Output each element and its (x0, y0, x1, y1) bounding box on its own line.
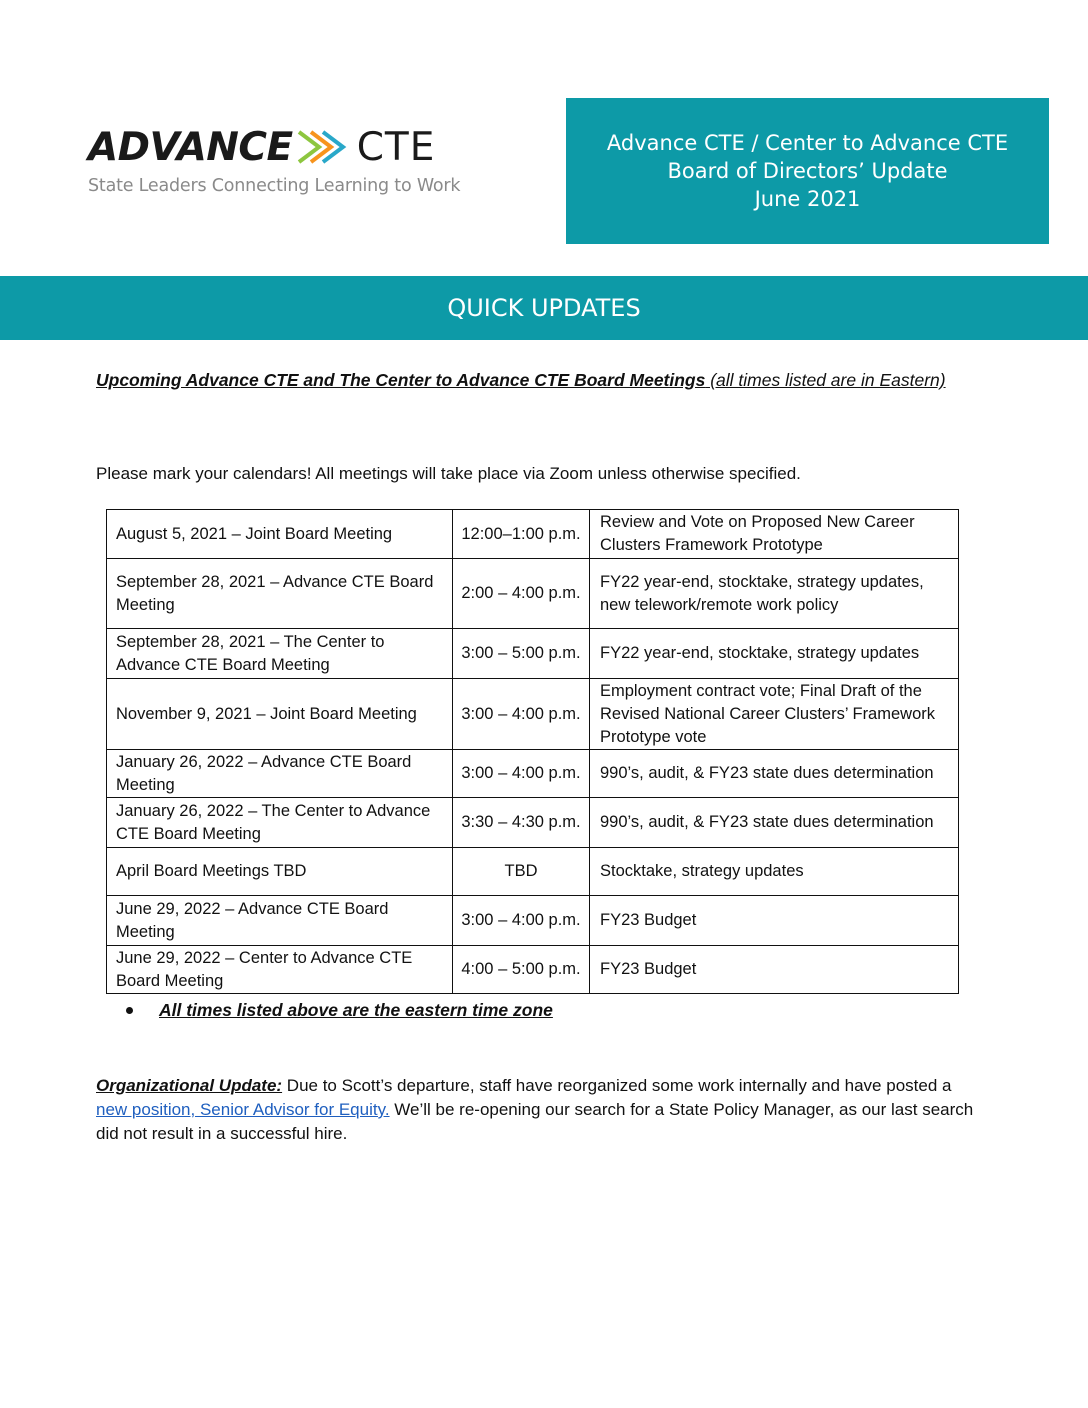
org-update-text-before: Due to Scott’s departure, staff have reorganized some work internally and have posted a (282, 1076, 952, 1095)
meeting-event-cell: September 28, 2021 – The Center to Advance CTE Board Meeting (107, 629, 453, 679)
meeting-time-cell: TBD (453, 848, 590, 896)
logo-wordmark (88, 122, 435, 172)
table-row (107, 510, 959, 559)
org-update-text-after: We’ll be re-opening our search for a State Policy Manager, as our last search did not result in a successful hire. (96, 1100, 974, 1143)
senior-advisor-position-link[interactable]: new position, Senior Advisor for Equity. (96, 1100, 390, 1119)
meeting-event-cell: September 28, 2021 – Advance CTE Board Meeting (107, 559, 453, 629)
meetings-heading-note: (all times listed are in Eastern) (705, 370, 946, 390)
document-title-box (566, 98, 1049, 244)
timezone-note (126, 1000, 553, 1021)
meetings-table (106, 509, 959, 994)
table-row (107, 559, 959, 629)
meeting-event-cell: January 26, 2022 – The Center to Advance CTE Board Meeting (107, 798, 453, 848)
org-update-label: Organizational Update: (96, 1076, 283, 1095)
table-row (107, 896, 959, 946)
title-line-3: June 2021 (754, 187, 861, 211)
table-row (107, 946, 959, 994)
meeting-event-cell: April Board Meetings TBD (107, 848, 453, 896)
organizational-update (96, 1074, 976, 1146)
meeting-topic-cell: Stocktake, strategy updates (590, 848, 959, 896)
meeting-time-cell: 3:00 – 4:00 p.m. (453, 750, 590, 798)
logo-word-advance: ADVANCE (88, 124, 293, 170)
meeting-event-cell: June 29, 2022 – Center to Advance CTE Board Meeting (107, 946, 453, 994)
meeting-event-cell: June 29, 2022 – Advance CTE Board Meeting (107, 896, 453, 946)
meeting-time-cell: 3:00 – 5:00 p.m. (453, 629, 590, 679)
bullet-icon (126, 1007, 133, 1014)
title-line-2: Board of Directors’ Update (667, 159, 948, 183)
meeting-topic-cell: Employment contract vote; Final Draft of the Revised National Career Clusters’ Framework Prototype vote (590, 679, 959, 750)
meeting-topic-cell: Review and Vote on Proposed New Career Clusters Framework Prototype (590, 510, 959, 559)
table-row (107, 798, 959, 848)
timezone-note-text: All times listed above are the eastern time zone (159, 1000, 553, 1020)
advance-cte-logo (88, 118, 461, 208)
meeting-topic-cell: 990’s, audit, & FY23 state dues determination (590, 750, 959, 798)
meeting-time-cell: 12:00–1:00 p.m. (453, 510, 590, 559)
quick-updates-banner: QUICK UPDATES (0, 276, 1088, 340)
meeting-time-cell: 3:00 – 4:00 p.m. (453, 896, 590, 946)
meeting-event-cell: January 26, 2022 – Advance CTE Board Meeting (107, 750, 453, 798)
meeting-time-cell: 3:00 – 4:00 p.m. (453, 679, 590, 750)
meetings-intro: Please mark your calendars! All meetings will take place via Zoom unless otherwise specified. (96, 464, 801, 483)
meeting-time-cell: 2:00 – 4:00 p.m. (453, 559, 590, 629)
table-row (107, 629, 959, 679)
meeting-topic-cell: FY23 Budget (590, 946, 959, 994)
table-row (107, 848, 959, 896)
table-row (107, 679, 959, 750)
meeting-topic-cell: FY23 Budget (590, 896, 959, 946)
meeting-time-cell: 3:30 – 4:30 p.m. (453, 798, 590, 848)
title-line-1: Advance CTE / Center to Advance CTE (606, 131, 1009, 155)
logo-arrows-icon (297, 128, 355, 166)
meeting-topic-cell: 990’s, audit, & FY23 state dues determination (590, 798, 959, 848)
meetings-heading (96, 368, 976, 392)
meeting-topic-cell: FY22 year-end, stocktake, strategy updates, new telework/remote work policy (590, 559, 959, 629)
meetings-heading-block (96, 368, 976, 392)
logo-word-cte: CTE (356, 124, 436, 170)
meeting-event-cell: November 9, 2021 – Joint Board Meeting (107, 679, 453, 750)
meeting-topic-cell: FY22 year-end, stocktake, strategy updates (590, 629, 959, 679)
logo-tagline: State Leaders Connecting Learning to Work (88, 176, 461, 196)
meeting-event-cell: August 5, 2021 – Joint Board Meeting (107, 510, 453, 559)
meetings-heading-title: Upcoming Advance CTE and The Center to Advance CTE Board Meetings (96, 370, 706, 390)
table-row (107, 750, 959, 798)
meeting-time-cell: 4:00 – 5:00 p.m. (453, 946, 590, 994)
